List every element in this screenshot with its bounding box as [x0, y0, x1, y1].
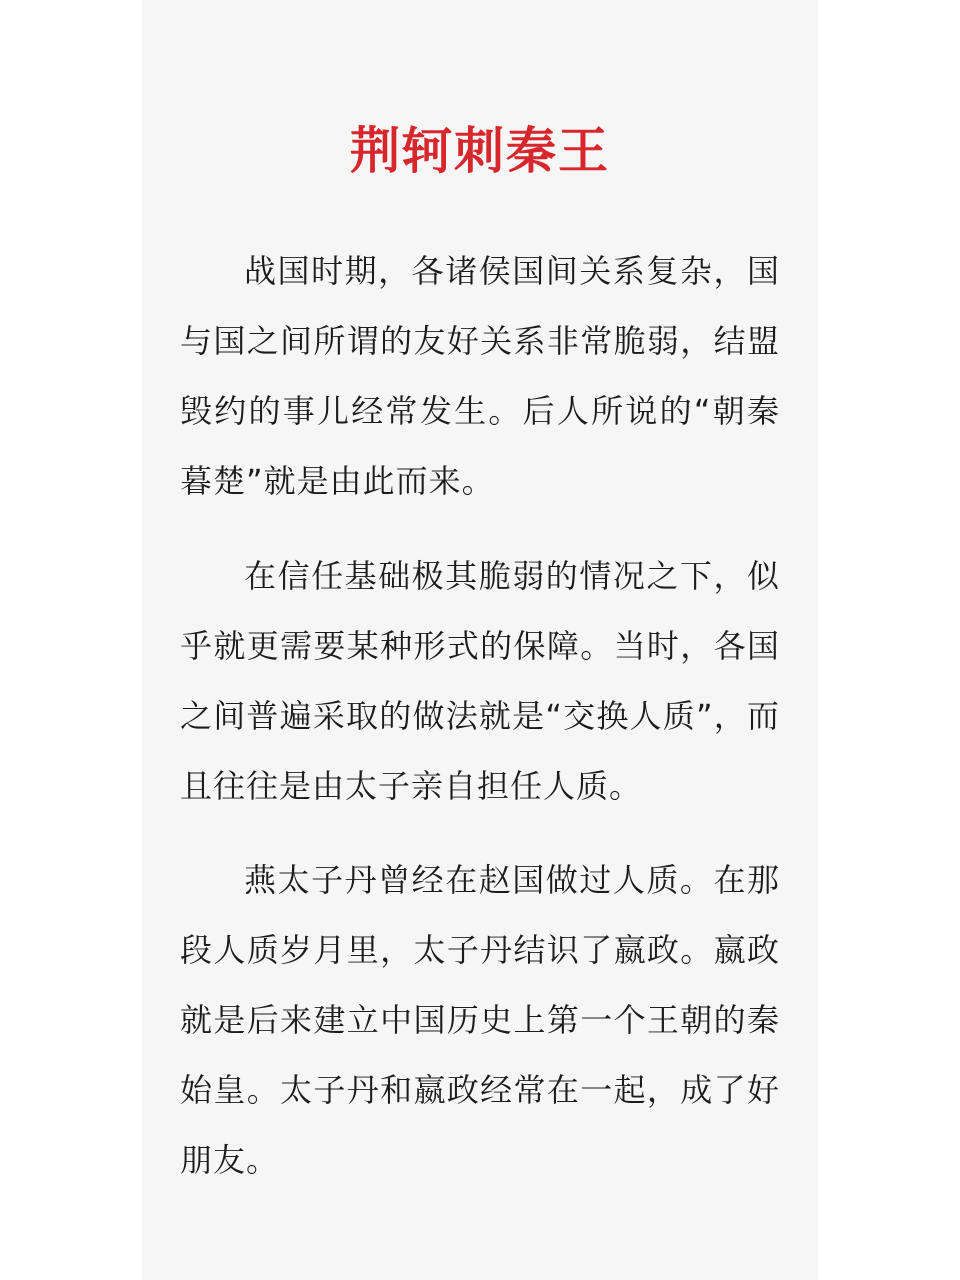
article-paragraph-3: 燕太子丹曾经在赵国做过人质。在那段人质岁月里，太子丹结识了嬴政。嬴政就是后来建立中国历史上第一个王朝的秦始皇。太子丹和嬴政经常在一起，成了好朋友。: [180, 861, 780, 1179]
article-paragraph-2: 在信任基础极其脆弱的情况之下，似乎就更需要某种形式的保障。当时，各国之间普遍采取的做法就是“交换人质”，而且往往是由太子亲自担任人质。: [180, 557, 780, 805]
article-title: 荆轲刺秦王: [350, 122, 610, 180]
article-paragraph-1: 战国时期，各诸侯国间关系复杂，国与国之间所谓的友好关系非常脆弱，结盟毁约的事儿经常发生。后人所说的“朝秦暮楚”就是由此而来。: [180, 252, 780, 500]
article-page: [142, 0, 818, 1280]
